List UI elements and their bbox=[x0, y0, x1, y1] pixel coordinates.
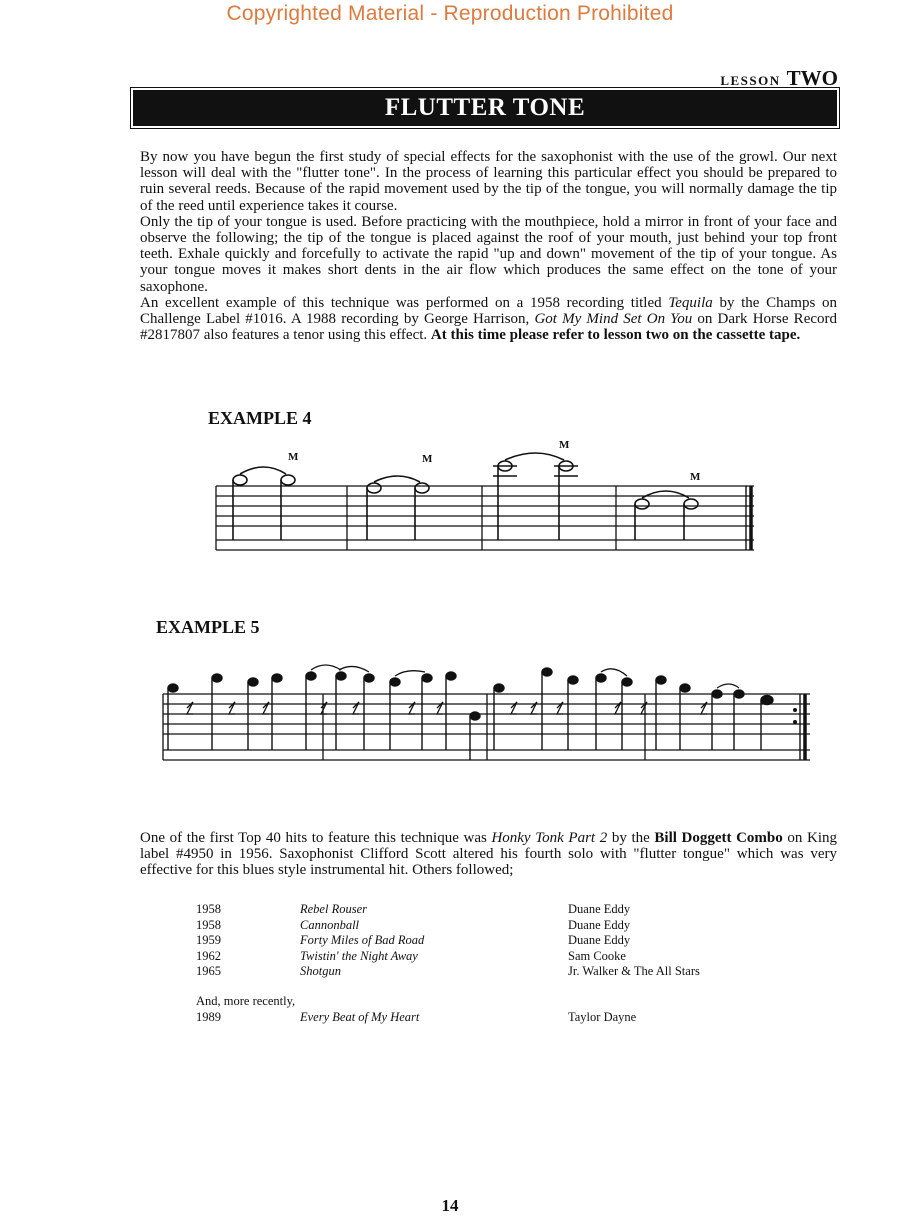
recording-artist: Sam Cooke bbox=[568, 948, 626, 963]
mark-m: M bbox=[690, 471, 701, 483]
recording-title: Twistin' the Night Away bbox=[300, 948, 418, 963]
history-song: Honky Tonk Part 2 bbox=[491, 830, 608, 846]
recording-year: 1989 bbox=[196, 1009, 221, 1024]
example-5-staff bbox=[155, 658, 820, 778]
intro-p3-end: on Dark Horse Record #2817807 also features a tenor using this effect. bbox=[140, 311, 837, 344]
recordings-list bbox=[196, 902, 816, 1025]
list-item bbox=[196, 933, 816, 949]
intro-paragraph-3 bbox=[140, 295, 837, 344]
intro-p3-start: An excellent example of this technique was performed on a 1958 recording titled bbox=[140, 294, 669, 311]
mark-m: M bbox=[422, 453, 433, 465]
example-4-label: EXAMPLE 4 bbox=[208, 408, 312, 428]
intro-paragraph-1: By now you have begun the first study of special effects for the saxophonist with the use of the growl. Our next lesson will deal with the "flutter tone". In the process of learning this particular effect you should be prepared to ruin several reeds. Because of the rapid movement used by the tip of the tongue, you will normally damage the tip of the reed until experience takes it course. bbox=[140, 149, 837, 214]
recording-title: Rebel Rouser bbox=[300, 902, 367, 916]
recording-title: Cannonball bbox=[300, 917, 360, 932]
list-item bbox=[196, 902, 816, 918]
recording-year: 1958 bbox=[196, 917, 221, 932]
recording-year: 1962 bbox=[196, 948, 221, 963]
copyright-watermark: Copyrighted Material - Reproduction Prohibited bbox=[226, 2, 674, 25]
mark-m: M bbox=[559, 439, 570, 451]
recording-title: Every Beat of My Heart bbox=[300, 1009, 420, 1024]
history-end: on King label #4950 in 1956. Saxophonist Clifford Scott altered his fourth solo with "flutter tongue" which was very effective for this blues style instrumental hit. Others followed; bbox=[140, 830, 838, 879]
example-5-label: EXAMPLE 5 bbox=[156, 617, 260, 637]
recording-year: 1958 bbox=[196, 902, 221, 916]
recording-artist: Duane Eddy bbox=[568, 902, 631, 916]
intro-p3-mid: by the Champs on Challenge Label #1016. A 1988 recording by George Harrison, bbox=[140, 294, 837, 328]
recording-artist: Duane Eddy bbox=[568, 933, 631, 948]
history-paragraph bbox=[140, 830, 837, 879]
intro-p3-bold: At this time please refer to lesson two on the cassette tape. bbox=[430, 327, 801, 344]
page-title: FLUTTER TONE bbox=[384, 94, 586, 121]
mark-m: M bbox=[288, 451, 299, 463]
list-item bbox=[196, 949, 816, 965]
recording-year: 1959 bbox=[196, 933, 221, 948]
recording-title: Forty Miles of Bad Road bbox=[300, 933, 425, 948]
history-start: One of the first Top 40 hits to feature this technique was bbox=[140, 830, 492, 846]
recent-label: And, more recently, bbox=[196, 993, 296, 1008]
recording-year: 1965 bbox=[196, 964, 221, 979]
recording-artist: Jr. Walker & The All Stars bbox=[568, 964, 700, 979]
lesson-number: TWO bbox=[786, 66, 838, 90]
title-banner bbox=[133, 90, 837, 126]
recording-artist: Taylor Dayne bbox=[568, 1009, 637, 1024]
lesson-label bbox=[720, 66, 838, 91]
recording-artist: Duane Eddy bbox=[568, 917, 631, 932]
intro-p3-song: Got My Mind Set On You bbox=[534, 311, 693, 328]
list-item bbox=[196, 1010, 816, 1026]
intro-p3-tequila: Tequila bbox=[668, 294, 713, 311]
list-item bbox=[196, 964, 816, 980]
intro-paragraph-2: Only the tip of your tongue is used. Before practicing with the mouthpiece, hold a mirror in front of your face and observe the following; the tip of the tongue is placed against the roof of your mouth, just behind your top front teeth. Exhale quickly and forcefully to activate the rapid "up and down" movement of the tip of your tongue. As your tongue moves it makes short dents in the air flow which produces the same effect on the tone of your saxophone. bbox=[140, 213, 837, 295]
lesson-word: LESSON bbox=[720, 73, 781, 88]
history-band: Bill Doggett Combo bbox=[654, 830, 783, 846]
list-item bbox=[196, 918, 816, 934]
history-mid: by the bbox=[607, 830, 655, 846]
intro-text bbox=[140, 149, 837, 343]
example-4-staff bbox=[210, 436, 760, 560]
recording-title: Shotgun bbox=[300, 964, 341, 979]
page-number: 14 bbox=[441, 1196, 459, 1215]
